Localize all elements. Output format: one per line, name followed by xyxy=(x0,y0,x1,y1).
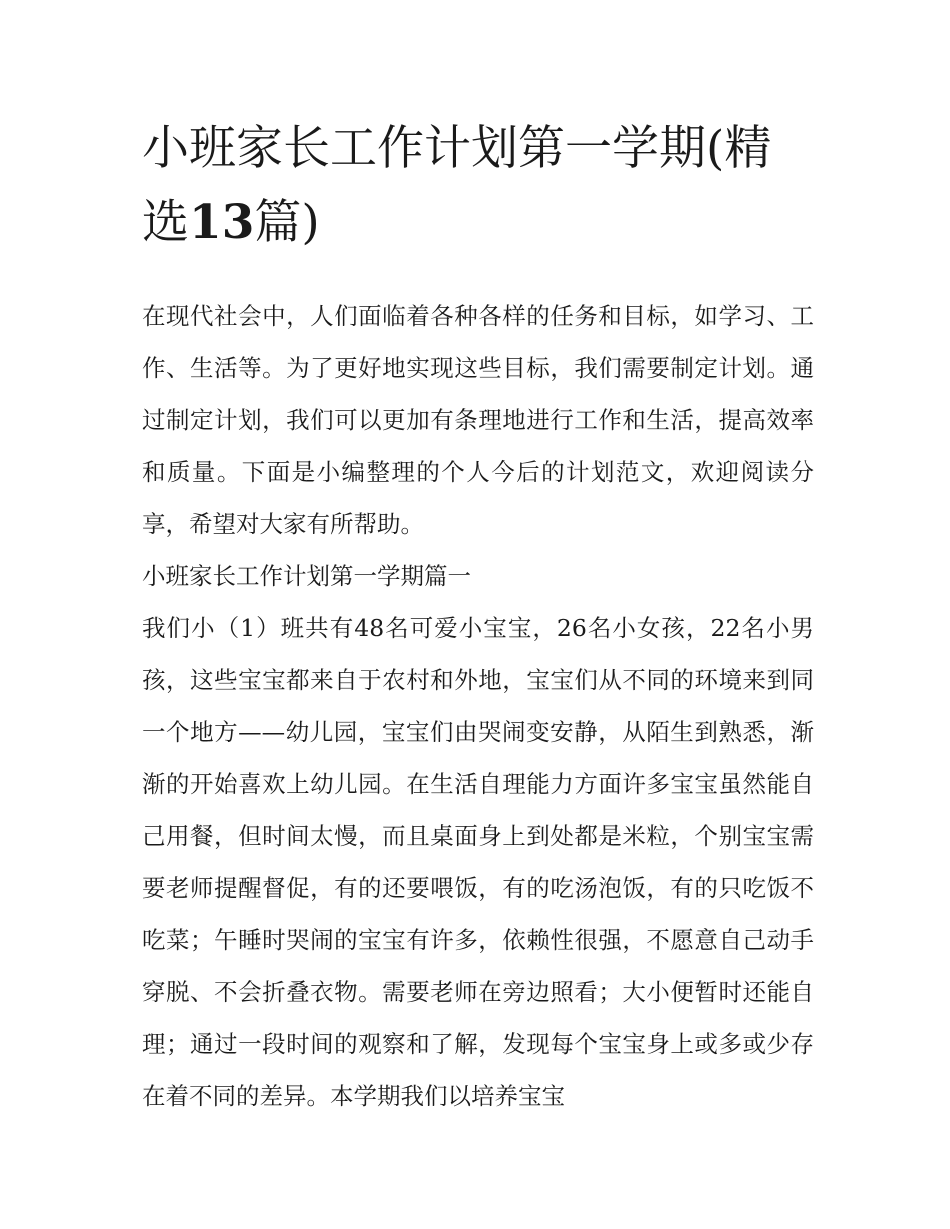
document-title xyxy=(142,112,814,260)
title-number: 13 xyxy=(189,195,255,250)
section-heading: 小班家长工作计划第一学期篇一 xyxy=(142,562,471,590)
body-paragraph: 我们小（1）班共有48名可爱小宝宝，26名小女孩，22名小男孩，这些宝宝都来自于农村和外地，宝宝们从不同的环境来到同一个地方——幼儿园，宝宝们由哭闹变安静，从陌生到熟悉，渐渐的开始喜欢上幼儿园。在生活自理能力方面许多宝宝虽然能自己用餐，但时间太慢，而且桌面身上到处都是米粒，个别宝宝需要老师提醒督促，有的还要喂饭，有的吃汤泡饭，有的只吃饭不吃菜；午睡时哭闹的宝宝有许多，依赖性很强，不愿意自己动手穿脱、不会折叠衣物。需要老师在旁边照看；大小便暂时还能自理；通过一段时间的观察和了解，发现每个宝宝身上或多或少存在着不同的差异。本学期我们以培养宝宝 xyxy=(142,614,814,1110)
title-suffix: 篇) xyxy=(254,195,320,250)
document-page xyxy=(142,112,814,1122)
intro-paragraph: 在现代社会中，人们面临着各种各样的任务和目标，如学习、工作、生活等。为了更好地实现这些目标，我们需要制定计划。通过制定计划，我们可以更加有条理地进行工作和生活，提高效率和质量。下面是小编整理的个人今后的计划范文，欢迎阅读分享，希望对大家有所帮助。 xyxy=(142,302,814,538)
title-text: 小班家长工作计划第一学期(精选 xyxy=(142,121,772,250)
